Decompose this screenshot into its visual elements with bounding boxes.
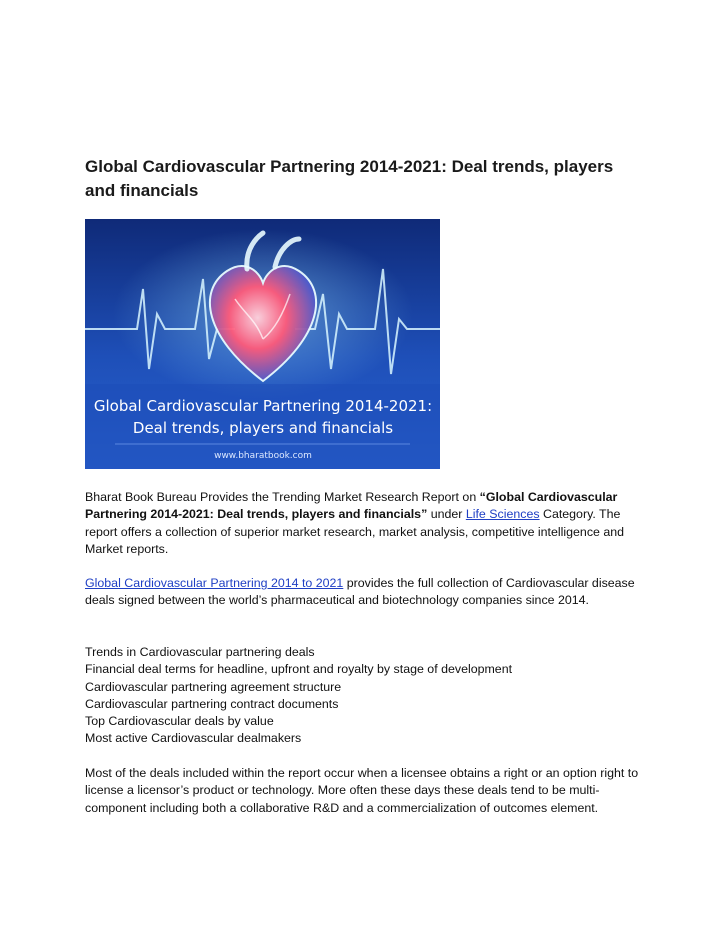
hero-caption-line1: Global Cardiovascular Partnering 2014-2021:	[93, 397, 433, 415]
deals-paragraph: Most of the deals included within the report occur when a licensee obtains a right or an option right to license a licensor’s product or technology. More often these days these deals tend to be multi-component including both a collaborative R&D and a commercialization of outcomes element.	[85, 766, 639, 815]
intro-under: under	[427, 507, 466, 522]
life-sciences-link[interactable]: Life Sciences	[465, 507, 540, 522]
report-paragraph	[85, 575, 640, 610]
list-item: Top Cardiovascular deals by value	[85, 714, 274, 729]
intro-text: Bharat Book Bureau Provides the Trending Market Research Report on	[85, 490, 480, 504]
list-item: Financial deal terms for headline, upfront and royalty by stage of development	[85, 662, 513, 677]
list-item: Trends in Cardiovascular partnering deals	[85, 645, 315, 659]
list-item: Most active Cardiovascular dealmakers	[85, 731, 302, 746]
topics-list	[85, 644, 640, 748]
intro-paragraph	[85, 489, 640, 558]
page-title: Global Cardiovascular Partnering 2014-2021: Deal trends, players and financials	[85, 157, 614, 200]
list-item: Cardiovascular partnering agreement structure	[85, 679, 342, 694]
hero-graphic	[85, 219, 440, 469]
list-item: Cardiovascular partnering contract documents	[85, 696, 339, 711]
report-title-bold: “Global Cardiovascular Partnering 2014-2021: Deal trends, players and financials”	[85, 490, 618, 522]
hero-caption-line2: Deal trends, players and financials	[132, 419, 394, 437]
intro-rest: Category. The report offers a collection of superior market research, market analysis, competitive intelligence and Market reports.	[85, 507, 625, 556]
report-link[interactable]: Global Cardiovascular Partnering 2014 to 2021	[85, 576, 344, 590]
hero-image	[85, 219, 440, 469]
report-paragraph-text: provides the full collection of Cardiovascular disease deals signed between the world’s pharmaceutical and biotechnology companies since 2014.	[85, 576, 635, 608]
hero-website: www.bharatbook.com	[214, 451, 312, 461]
